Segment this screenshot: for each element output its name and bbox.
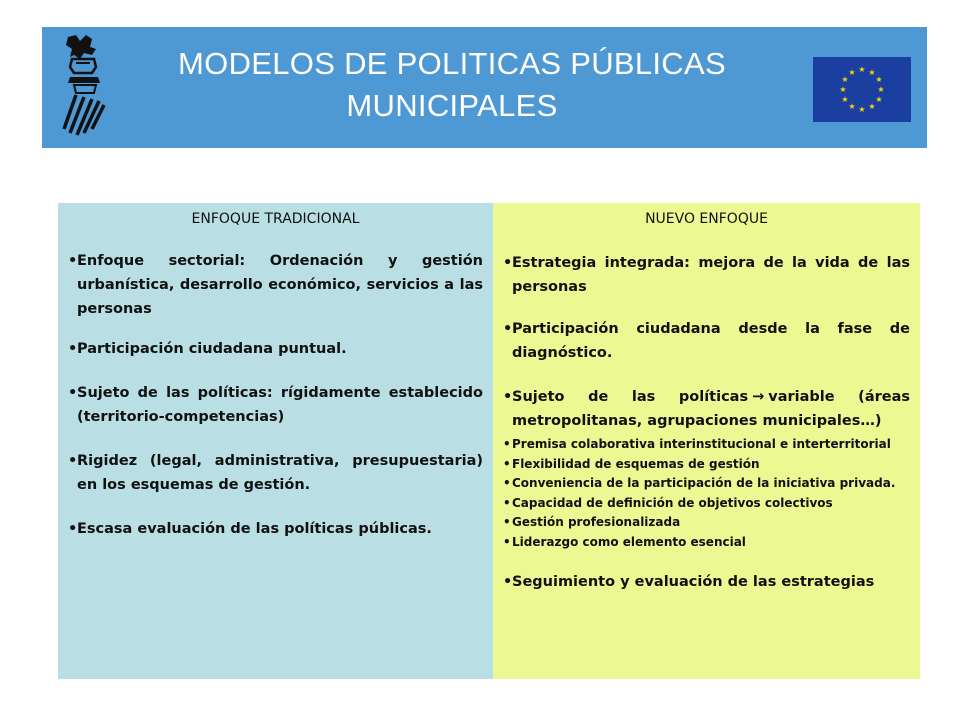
- list-item: • Estrategia integrada: mejora de la vida de las personas: [503, 251, 910, 299]
- svg-text:★: ★: [875, 95, 883, 104]
- list-item: • Flexibilidad de esquemas de gestión: [503, 455, 910, 475]
- arrow-right-icon: →: [752, 389, 765, 405]
- svg-text:★: ★: [877, 85, 885, 94]
- svg-text:★: ★: [858, 105, 866, 114]
- new-approach-final: [503, 570, 910, 594]
- list-item: • Gestión profesionalizada: [503, 513, 910, 533]
- list-item: • Liderazgo como elemento esencial: [503, 533, 910, 553]
- generalitat-crest-icon: [62, 33, 106, 137]
- list-item-subject: [503, 385, 910, 433]
- subject-text-end: variable (áreas metropolitanas, agrupaciones municipales…): [512, 389, 910, 429]
- traditional-list: [68, 249, 483, 541]
- title-banner: [42, 27, 927, 148]
- svg-text:★: ★: [868, 68, 876, 77]
- svg-text:★: ★: [841, 95, 849, 104]
- subject-text-start: Sujeto de las políticas: [512, 389, 749, 405]
- title-line-2: MUNICIPALES: [346, 88, 558, 123]
- svg-text:★: ★: [839, 85, 847, 94]
- comparison-table: [58, 203, 920, 679]
- column-heading: ENFOQUE TRADICIONAL: [191, 211, 360, 227]
- list-item: • Conveniencia de la participación de la iniciativa privada.: [503, 474, 910, 494]
- list-item: • Participación ciudadana puntual.: [68, 337, 483, 361]
- svg-text:★: ★: [841, 75, 849, 84]
- traditional-approach-column: [58, 203, 493, 679]
- new-approach-sublist: [503, 435, 910, 552]
- svg-text:★: ★: [848, 102, 856, 111]
- svg-text:★: ★: [858, 65, 866, 74]
- european-union-flag-icon: [813, 57, 911, 122]
- list-item: • Capacidad de definición de objetivos colectivos: [503, 494, 910, 514]
- svg-text:★: ★: [868, 102, 876, 111]
- column-heading: NUEVO ENFOQUE: [645, 211, 768, 227]
- list-item: • Enfoque sectorial: Ordenación y gestión urbanística, desarrollo económico, servicios a las personas: [68, 249, 483, 321]
- list-item: • Escasa evaluación de las políticas públicas.: [68, 517, 483, 541]
- svg-text:★: ★: [875, 75, 883, 84]
- list-item: • Premisa colaborativa interinstitucional e interterritorial: [503, 435, 910, 455]
- new-approach-column: [493, 203, 920, 679]
- page-title: [142, 43, 762, 127]
- list-item: • Sujeto de las políticas: rígidamente establecido (territorio-competencias): [68, 381, 483, 429]
- list-item: • Participación ciudadana desde la fase de diagnóstico.: [503, 317, 910, 365]
- new-approach-list: [503, 251, 910, 433]
- list-item: • Rigidez (legal, administrativa, presupuestaria) en los esquemas de gestión.: [68, 449, 483, 497]
- list-item: • Seguimiento y evaluación de las estrategias: [503, 570, 910, 594]
- title-line-1: MODELOS DE POLITICAS PÚBLICAS: [178, 46, 726, 81]
- svg-text:★: ★: [848, 68, 856, 77]
